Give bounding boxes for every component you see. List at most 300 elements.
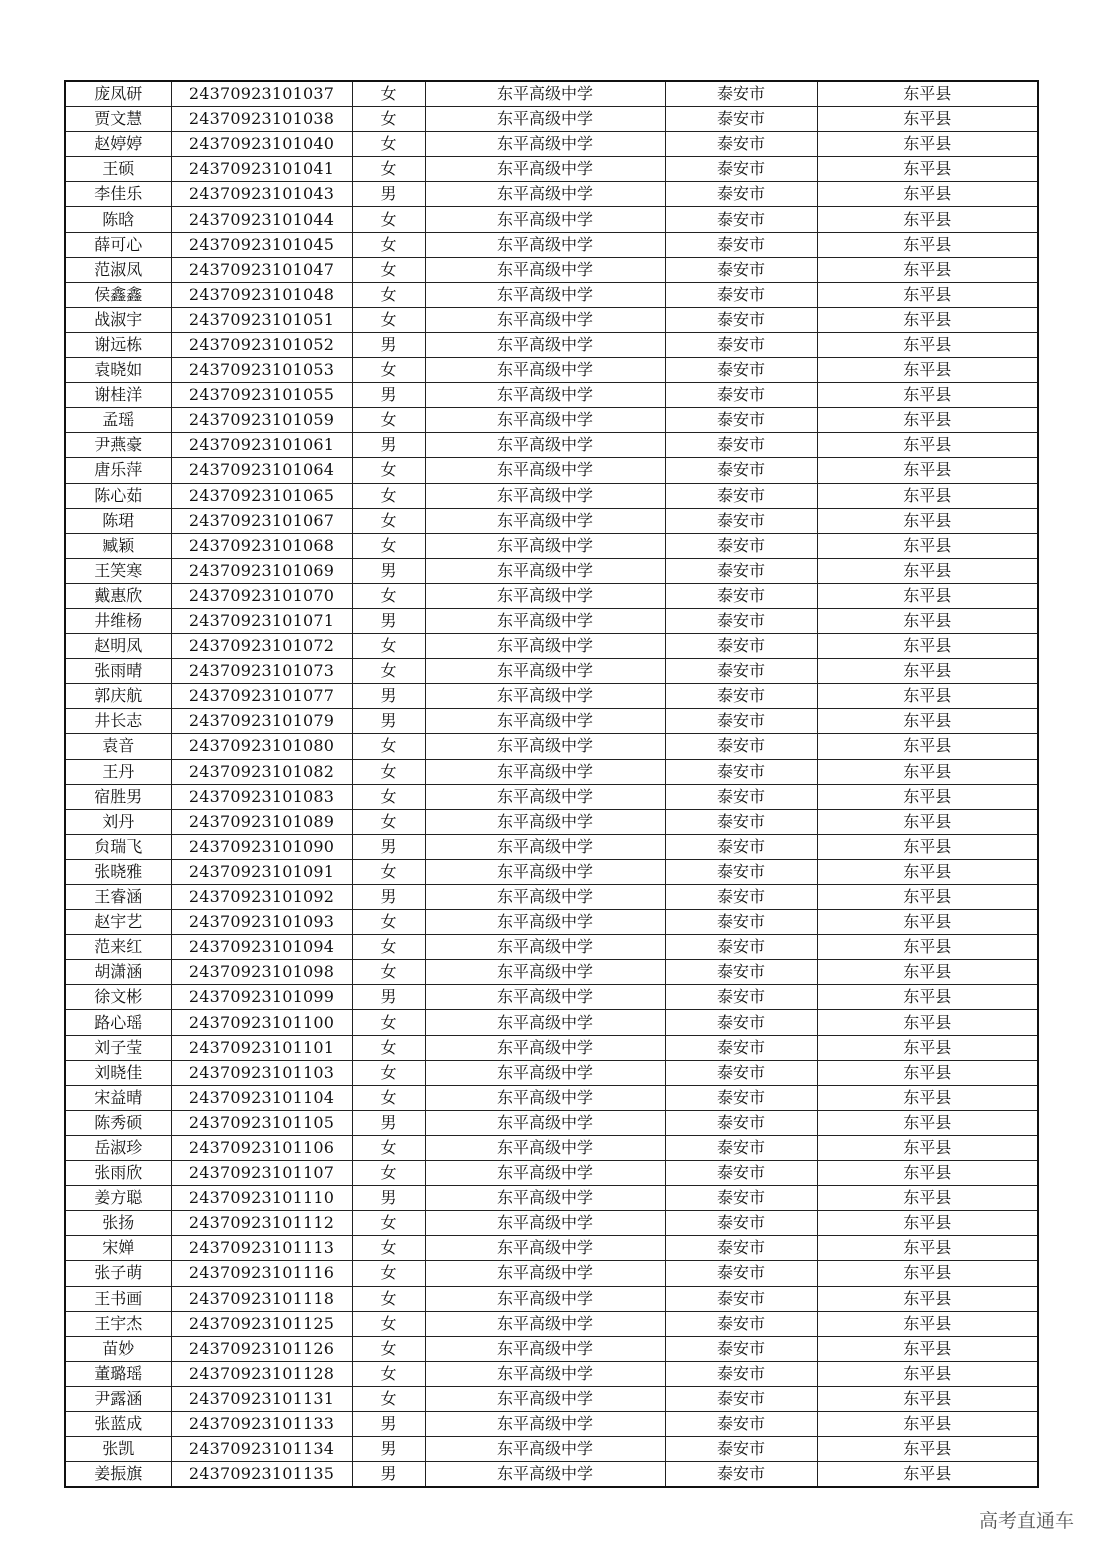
city-cell: 泰安市 (665, 433, 817, 458)
table-row (65, 1386, 1038, 1411)
student-name-cell: 王睿涵 (65, 885, 171, 910)
county-cell: 东平县 (817, 433, 1038, 458)
exam-id-cell: 24370923101070 (171, 583, 352, 608)
county-cell: 东平县 (817, 307, 1038, 332)
exam-id-cell: 24370923101061 (171, 433, 352, 458)
table-row (65, 759, 1038, 784)
school-cell: 东平高级中学 (425, 1236, 665, 1261)
gender-cell: 女 (352, 358, 425, 383)
table-row (65, 709, 1038, 734)
table-row (65, 383, 1038, 408)
gender-cell: 女 (352, 1035, 425, 1060)
table-row (65, 408, 1038, 433)
gender-cell: 男 (352, 1110, 425, 1135)
county-cell: 东平县 (817, 608, 1038, 633)
student-name-cell: 宿胜男 (65, 784, 171, 809)
table-row (65, 1135, 1038, 1160)
school-cell: 东平高级中学 (425, 759, 665, 784)
county-cell: 东平县 (817, 1035, 1038, 1060)
city-cell: 泰安市 (665, 358, 817, 383)
exam-id-cell: 24370923101118 (171, 1286, 352, 1311)
student-name-cell: 郭庆航 (65, 684, 171, 709)
table-row (65, 307, 1038, 332)
student-name-cell: 陈晗 (65, 207, 171, 232)
table-row (65, 1361, 1038, 1386)
city-cell: 泰安市 (665, 1211, 817, 1236)
gender-cell: 女 (352, 1085, 425, 1110)
student-name-cell: 井维杨 (65, 608, 171, 633)
school-cell: 东平高级中学 (425, 634, 665, 659)
school-cell: 东平高级中学 (425, 1010, 665, 1035)
gender-cell: 女 (352, 809, 425, 834)
exam-id-cell: 24370923101128 (171, 1361, 352, 1386)
table-row (65, 508, 1038, 533)
exam-id-cell: 24370923101082 (171, 759, 352, 784)
city-cell: 泰安市 (665, 1311, 817, 1336)
school-cell: 东平高级中学 (425, 1135, 665, 1160)
exam-id-cell: 24370923101047 (171, 257, 352, 282)
school-cell: 东平高级中学 (425, 107, 665, 132)
exam-id-cell: 24370923101112 (171, 1211, 352, 1236)
city-cell: 泰安市 (665, 558, 817, 583)
county-cell: 东平县 (817, 1437, 1038, 1462)
table-row (65, 910, 1038, 935)
county-cell: 东平县 (817, 1085, 1038, 1110)
city-cell: 泰安市 (665, 1386, 817, 1411)
gender-cell: 女 (352, 734, 425, 759)
city-cell: 泰安市 (665, 834, 817, 859)
exam-id-cell: 24370923101133 (171, 1411, 352, 1436)
school-cell: 东平高级中学 (425, 81, 665, 107)
county-cell: 东平县 (817, 784, 1038, 809)
city-cell: 泰安市 (665, 583, 817, 608)
city-cell: 泰安市 (665, 81, 817, 107)
student-name-cell: 刘子莹 (65, 1035, 171, 1060)
exam-id-cell: 24370923101125 (171, 1311, 352, 1336)
student-name-cell: 臧颖 (65, 533, 171, 558)
city-cell: 泰安市 (665, 709, 817, 734)
exam-id-cell: 24370923101103 (171, 1060, 352, 1085)
county-cell: 东平县 (817, 1110, 1038, 1135)
county-cell: 东平县 (817, 809, 1038, 834)
county-cell: 东平县 (817, 1161, 1038, 1186)
school-cell: 东平高级中学 (425, 1211, 665, 1236)
student-name-cell: 宋益晴 (65, 1085, 171, 1110)
table-row (65, 608, 1038, 633)
city-cell: 泰安市 (665, 885, 817, 910)
school-cell: 东平高级中学 (425, 157, 665, 182)
school-cell: 东平高级中学 (425, 1462, 665, 1488)
school-cell: 东平高级中学 (425, 358, 665, 383)
city-cell: 泰安市 (665, 1437, 817, 1462)
gender-cell: 女 (352, 232, 425, 257)
student-name-cell: 陈秀硕 (65, 1110, 171, 1135)
table-row (65, 558, 1038, 583)
gender-cell: 女 (352, 659, 425, 684)
county-cell: 东平县 (817, 132, 1038, 157)
city-cell: 泰安市 (665, 1060, 817, 1085)
county-cell: 东平县 (817, 508, 1038, 533)
gender-cell: 女 (352, 960, 425, 985)
gender-cell: 女 (352, 1286, 425, 1311)
gender-cell: 女 (352, 1361, 425, 1386)
exam-id-cell: 24370923101048 (171, 282, 352, 307)
table-row (65, 1411, 1038, 1436)
city-cell: 泰安市 (665, 533, 817, 558)
exam-id-cell: 24370923101116 (171, 1261, 352, 1286)
school-cell: 东平高级中学 (425, 659, 665, 684)
county-cell: 东平县 (817, 910, 1038, 935)
table-row (65, 157, 1038, 182)
table-row (65, 1211, 1038, 1236)
gender-cell: 男 (352, 1186, 425, 1211)
exam-id-cell: 24370923101053 (171, 358, 352, 383)
school-cell: 东平高级中学 (425, 809, 665, 834)
student-name-cell: 徐文彬 (65, 985, 171, 1010)
exam-id-cell: 24370923101092 (171, 885, 352, 910)
exam-id-cell: 24370923101083 (171, 784, 352, 809)
student-name-cell: 张晓雅 (65, 859, 171, 884)
school-cell: 东平高级中学 (425, 433, 665, 458)
student-name-cell: 张子萌 (65, 1261, 171, 1286)
table-row (65, 885, 1038, 910)
city-cell: 泰安市 (665, 182, 817, 207)
table-row (65, 960, 1038, 985)
county-cell: 东平县 (817, 960, 1038, 985)
city-cell: 泰安市 (665, 1462, 817, 1488)
exam-id-cell: 24370923101131 (171, 1386, 352, 1411)
school-cell: 东平高级中学 (425, 533, 665, 558)
gender-cell: 女 (352, 1261, 425, 1286)
student-name-cell: 范来红 (65, 935, 171, 960)
gender-cell: 女 (352, 859, 425, 884)
table-row (65, 232, 1038, 257)
exam-id-cell: 24370923101099 (171, 985, 352, 1010)
gender-cell: 女 (352, 583, 425, 608)
student-name-cell: 苗妙 (65, 1336, 171, 1361)
city-cell: 泰安市 (665, 107, 817, 132)
county-cell: 东平县 (817, 257, 1038, 282)
table-row (65, 1311, 1038, 1336)
exam-id-cell: 24370923101069 (171, 558, 352, 583)
school-cell: 东平高级中学 (425, 1411, 665, 1436)
student-name-cell: 范淑凤 (65, 257, 171, 282)
exam-id-cell: 24370923101104 (171, 1085, 352, 1110)
gender-cell: 女 (352, 1135, 425, 1160)
school-cell: 东平高级中学 (425, 132, 665, 157)
school-cell: 东平高级中学 (425, 207, 665, 232)
exam-id-cell: 24370923101051 (171, 307, 352, 332)
table-row (65, 1161, 1038, 1186)
school-cell: 东平高级中学 (425, 1386, 665, 1411)
gender-cell: 女 (352, 1336, 425, 1361)
school-cell: 东平高级中学 (425, 1261, 665, 1286)
table-row (65, 358, 1038, 383)
city-cell: 泰安市 (665, 1261, 817, 1286)
student-name-cell: 王书画 (65, 1286, 171, 1311)
county-cell: 东平县 (817, 533, 1038, 558)
student-name-cell: 战淑宇 (65, 307, 171, 332)
student-roster-table (64, 80, 1039, 1488)
city-cell: 泰安市 (665, 684, 817, 709)
school-cell: 东平高级中学 (425, 508, 665, 533)
exam-id-cell: 24370923101043 (171, 182, 352, 207)
gender-cell: 女 (352, 458, 425, 483)
exam-id-cell: 24370923101134 (171, 1437, 352, 1462)
exam-id-cell: 24370923101072 (171, 634, 352, 659)
student-name-cell: 张雨晴 (65, 659, 171, 684)
student-name-cell: 谢远栋 (65, 332, 171, 357)
gender-cell: 男 (352, 1437, 425, 1462)
gender-cell: 女 (352, 784, 425, 809)
city-cell: 泰安市 (665, 759, 817, 784)
gender-cell: 女 (352, 257, 425, 282)
gender-cell: 男 (352, 608, 425, 633)
student-name-cell: 袁音 (65, 734, 171, 759)
exam-id-cell: 24370923101105 (171, 1110, 352, 1135)
school-cell: 东平高级中学 (425, 684, 665, 709)
county-cell: 东平县 (817, 985, 1038, 1010)
county-cell: 东平县 (817, 659, 1038, 684)
gender-cell: 女 (352, 1211, 425, 1236)
county-cell: 东平县 (817, 408, 1038, 433)
exam-id-cell: 24370923101045 (171, 232, 352, 257)
city-cell: 泰安市 (665, 1286, 817, 1311)
school-cell: 东平高级中学 (425, 734, 665, 759)
exam-id-cell: 24370923101090 (171, 834, 352, 859)
gender-cell: 女 (352, 1060, 425, 1085)
exam-id-cell: 24370923101044 (171, 207, 352, 232)
gender-cell: 女 (352, 533, 425, 558)
student-name-cell: 董璐瑶 (65, 1361, 171, 1386)
city-cell: 泰安市 (665, 1186, 817, 1211)
school-cell: 东平高级中学 (425, 784, 665, 809)
county-cell: 东平县 (817, 558, 1038, 583)
gender-cell: 男 (352, 885, 425, 910)
city-cell: 泰安市 (665, 734, 817, 759)
gender-cell: 男 (352, 558, 425, 583)
city-cell: 泰安市 (665, 1236, 817, 1261)
gender-cell: 男 (352, 834, 425, 859)
county-cell: 东平县 (817, 684, 1038, 709)
school-cell: 东平高级中学 (425, 1161, 665, 1186)
exam-id-cell: 24370923101040 (171, 132, 352, 157)
table-row (65, 809, 1038, 834)
student-name-cell: 赵婷婷 (65, 132, 171, 157)
school-cell: 东平高级中学 (425, 1336, 665, 1361)
county-cell: 东平县 (817, 332, 1038, 357)
gender-cell: 女 (352, 408, 425, 433)
county-cell: 东平县 (817, 885, 1038, 910)
school-cell: 东平高级中学 (425, 257, 665, 282)
exam-id-cell: 24370923101080 (171, 734, 352, 759)
city-cell: 泰安市 (665, 985, 817, 1010)
school-cell: 东平高级中学 (425, 1437, 665, 1462)
county-cell: 东平县 (817, 182, 1038, 207)
county-cell: 东平县 (817, 107, 1038, 132)
school-cell: 东平高级中学 (425, 1361, 665, 1386)
student-name-cell: 张蓝成 (65, 1411, 171, 1436)
county-cell: 东平县 (817, 734, 1038, 759)
student-name-cell: 陈珺 (65, 508, 171, 533)
gender-cell: 女 (352, 508, 425, 533)
gender-cell: 女 (352, 1236, 425, 1261)
student-name-cell: 庞凤研 (65, 81, 171, 107)
table-row (65, 834, 1038, 859)
school-cell: 东平高级中学 (425, 332, 665, 357)
student-name-cell: 胡潇涵 (65, 960, 171, 985)
city-cell: 泰安市 (665, 859, 817, 884)
city-cell: 泰安市 (665, 508, 817, 533)
table-row (65, 332, 1038, 357)
table-row (65, 684, 1038, 709)
county-cell: 东平县 (817, 759, 1038, 784)
student-name-cell: 姜振旗 (65, 1462, 171, 1488)
student-name-cell: 尹燕豪 (65, 433, 171, 458)
student-name-cell: 陈心茹 (65, 483, 171, 508)
student-name-cell: 唐乐萍 (65, 458, 171, 483)
gender-cell: 男 (352, 433, 425, 458)
city-cell: 泰安市 (665, 282, 817, 307)
school-cell: 东平高级中学 (425, 834, 665, 859)
city-cell: 泰安市 (665, 1085, 817, 1110)
table-row (65, 1236, 1038, 1261)
exam-id-cell: 24370923101106 (171, 1135, 352, 1160)
county-cell: 东平县 (817, 1386, 1038, 1411)
exam-id-cell: 24370923101038 (171, 107, 352, 132)
exam-id-cell: 24370923101055 (171, 383, 352, 408)
table-row (65, 1110, 1038, 1135)
county-cell: 东平县 (817, 834, 1038, 859)
city-cell: 泰安市 (665, 257, 817, 282)
school-cell: 东平高级中学 (425, 1311, 665, 1336)
county-cell: 东平县 (817, 935, 1038, 960)
table-row (65, 132, 1038, 157)
exam-id-cell: 24370923101110 (171, 1186, 352, 1211)
student-name-cell: 戴惠欣 (65, 583, 171, 608)
table-row (65, 634, 1038, 659)
city-cell: 泰安市 (665, 910, 817, 935)
student-name-cell: 李佳乐 (65, 182, 171, 207)
exam-id-cell: 24370923101041 (171, 157, 352, 182)
city-cell: 泰安市 (665, 935, 817, 960)
city-cell: 泰安市 (665, 784, 817, 809)
school-cell: 东平高级中学 (425, 1035, 665, 1060)
watermark-text: 高考直通车 (978, 1510, 1074, 1532)
school-cell: 东平高级中学 (425, 910, 665, 935)
table-row (65, 1010, 1038, 1035)
student-name-cell: 井长志 (65, 709, 171, 734)
city-cell: 泰安市 (665, 1110, 817, 1135)
school-cell: 东平高级中学 (425, 709, 665, 734)
school-cell: 东平高级中学 (425, 182, 665, 207)
student-name-cell: 王笑寒 (65, 558, 171, 583)
county-cell: 东平县 (817, 1010, 1038, 1035)
gender-cell: 女 (352, 81, 425, 107)
table-row (65, 107, 1038, 132)
gender-cell: 女 (352, 107, 425, 132)
table-row (65, 1035, 1038, 1060)
student-name-cell: 孟瑶 (65, 408, 171, 433)
gender-cell: 男 (352, 182, 425, 207)
gender-cell: 女 (352, 157, 425, 182)
exam-id-cell: 24370923101126 (171, 1336, 352, 1361)
county-cell: 东平县 (817, 1060, 1038, 1085)
school-cell: 东平高级中学 (425, 408, 665, 433)
gender-cell: 女 (352, 1010, 425, 1035)
table-row (65, 583, 1038, 608)
table-row (65, 458, 1038, 483)
school-cell: 东平高级中学 (425, 458, 665, 483)
student-name-cell: 岳淑珍 (65, 1135, 171, 1160)
gender-cell: 女 (352, 759, 425, 784)
student-name-cell: 张雨欣 (65, 1161, 171, 1186)
school-cell: 东平高级中学 (425, 960, 665, 985)
gender-cell: 男 (352, 985, 425, 1010)
county-cell: 东平县 (817, 232, 1038, 257)
city-cell: 泰安市 (665, 809, 817, 834)
student-name-cell: 王丹 (65, 759, 171, 784)
table-row (65, 659, 1038, 684)
table-row (65, 1186, 1038, 1211)
gender-cell: 男 (352, 383, 425, 408)
table-row (65, 985, 1038, 1010)
student-name-cell: 薛可心 (65, 232, 171, 257)
table-row (65, 1261, 1038, 1286)
city-cell: 泰安市 (665, 1010, 817, 1035)
table-row (65, 935, 1038, 960)
school-cell: 东平高级中学 (425, 885, 665, 910)
table-row (65, 483, 1038, 508)
student-name-cell: 张扬 (65, 1211, 171, 1236)
county-cell: 东平县 (817, 634, 1038, 659)
student-name-cell: 张凯 (65, 1437, 171, 1462)
student-name-cell: 袁晓如 (65, 358, 171, 383)
exam-id-cell: 24370923101113 (171, 1236, 352, 1261)
county-cell: 东平县 (817, 81, 1038, 107)
gender-cell: 男 (352, 1411, 425, 1436)
table-row (65, 81, 1038, 107)
gender-cell: 女 (352, 935, 425, 960)
student-name-cell: 赵宇艺 (65, 910, 171, 935)
city-cell: 泰安市 (665, 1361, 817, 1386)
county-cell: 东平县 (817, 1236, 1038, 1261)
exam-id-cell: 24370923101067 (171, 508, 352, 533)
school-cell: 东平高级中学 (425, 483, 665, 508)
county-cell: 东平县 (817, 207, 1038, 232)
student-name-cell: 王宇杰 (65, 1311, 171, 1336)
county-cell: 东平县 (817, 709, 1038, 734)
city-cell: 泰安市 (665, 483, 817, 508)
exam-id-cell: 24370923101094 (171, 935, 352, 960)
student-name-cell: 刘晓佳 (65, 1060, 171, 1085)
table-row (65, 734, 1038, 759)
gender-cell: 女 (352, 634, 425, 659)
exam-id-cell: 24370923101059 (171, 408, 352, 433)
student-name-cell: 谢桂洋 (65, 383, 171, 408)
school-cell: 东平高级中学 (425, 1286, 665, 1311)
exam-id-cell: 24370923101064 (171, 458, 352, 483)
city-cell: 泰安市 (665, 634, 817, 659)
county-cell: 东平县 (817, 1361, 1038, 1386)
city-cell: 泰安市 (665, 383, 817, 408)
city-cell: 泰安市 (665, 232, 817, 257)
city-cell: 泰安市 (665, 157, 817, 182)
gender-cell: 女 (352, 910, 425, 935)
table-row (65, 182, 1038, 207)
exam-id-cell: 24370923101037 (171, 81, 352, 107)
table-row (65, 533, 1038, 558)
